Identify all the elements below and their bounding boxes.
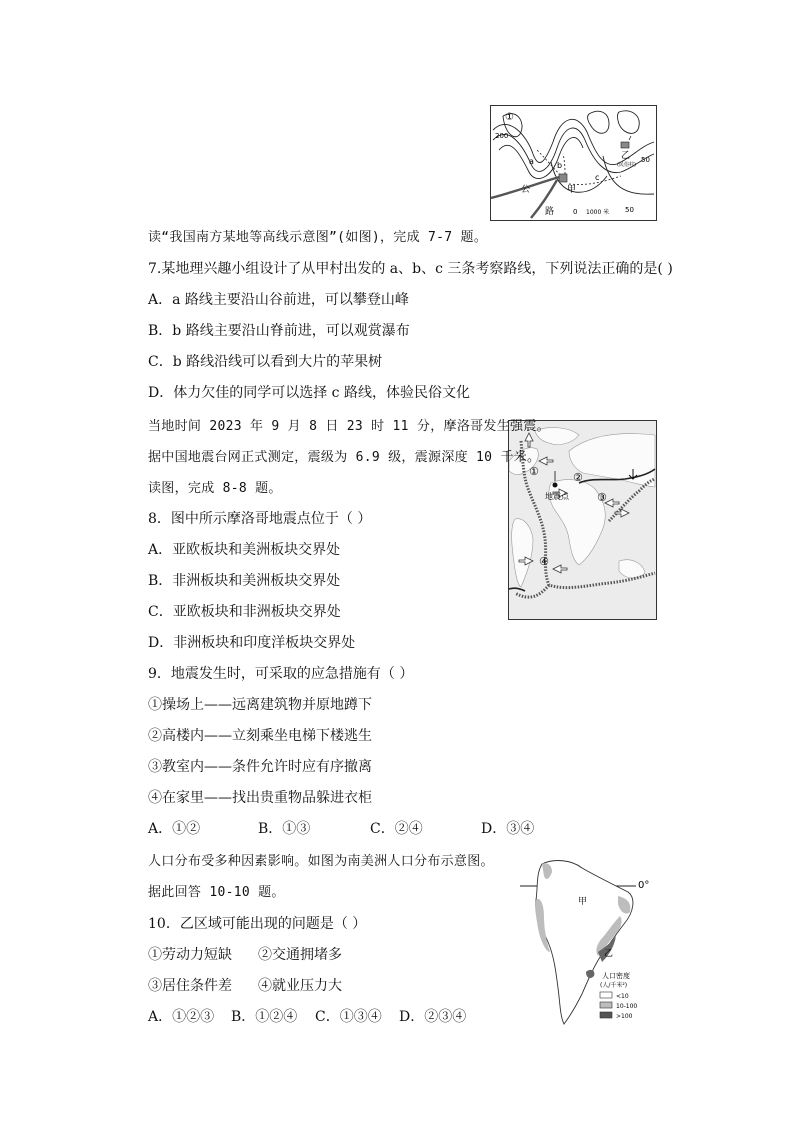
- contour-label-50a: 50: [641, 156, 650, 164]
- legend-unit: (人/千米²): [600, 982, 628, 989]
- contour-map-figure: [490, 105, 657, 221]
- q9-item-3: ③教室内——条件允许时应有序撤离: [148, 759, 372, 775]
- q10-intro-line-1: 人口分布受多种因素影响。如图为南美洲人口分布示意图。: [148, 854, 494, 869]
- legend-title: 人口密度: [602, 972, 630, 980]
- region-label-yi: 乙: [604, 949, 614, 959]
- route-label-a: a: [529, 157, 534, 166]
- q10-item-1: ①劳动力短缺: [148, 947, 232, 963]
- q10-option-c[interactable]: C．①③④: [315, 1009, 382, 1025]
- q9-item-4: ④在家里——找出贵重物品躲进衣柜: [148, 790, 372, 806]
- q8-intro-line-1: 当地时间 2023 年 9 月 8 日 23 时 11 分，摩洛哥发生强震。: [148, 419, 550, 434]
- yi-village-marker: [621, 142, 629, 148]
- route-label-b: b: [557, 161, 563, 170]
- contour-label-1: ①: [505, 112, 514, 123]
- legend-label-low: <10: [616, 993, 629, 1000]
- village-label-yi-note: (民俗村): [617, 162, 636, 168]
- q7-option-d[interactable]: D．体力欠佳的同学可以选择 c 路线，体验民俗文化: [148, 385, 470, 401]
- q10-item-4: ④就业压力大: [258, 978, 342, 994]
- plate-label-2: ②: [573, 471, 583, 484]
- q10-option-b[interactable]: B．①②④: [231, 1009, 298, 1025]
- q8-stem: 8．图中所示摩洛哥地震点位于（ ）: [148, 511, 372, 527]
- plate-label-3: ③: [597, 491, 607, 504]
- legend-swatch-mid: [600, 1002, 612, 1008]
- q9-option-a[interactable]: A．①②: [148, 821, 201, 837]
- q10-options-row: [148, 1008, 466, 1026]
- q9-stem: 9．地震发生时，可采取的应急措施有（ ）: [148, 666, 414, 682]
- q8-option-b[interactable]: B．非洲板块和美洲板块交界处: [148, 573, 341, 589]
- q7-option-a[interactable]: A．a 路线主要沿山谷前进，可以攀登山峰: [148, 292, 409, 308]
- q10-stem: 10．乙区域可能出现的问题是（ ）: [148, 916, 367, 932]
- q10-items-row-2: [148, 977, 342, 995]
- q7-intro: 读“我国南方某地等高线示意图”(如图)，完成 7-7 题。: [148, 230, 488, 245]
- q10-items-row-1: [148, 946, 342, 964]
- q9-options-row: [148, 820, 534, 838]
- q9-option-d[interactable]: D．③④: [481, 821, 535, 837]
- scale-text: 1000 米: [586, 209, 610, 216]
- q10-option-d[interactable]: D．②③④: [399, 1009, 467, 1025]
- plate-label-4: ④: [539, 555, 549, 568]
- plate-label-1: ①: [529, 465, 539, 478]
- q10-intro-line-2: 据此回答 10-10 题。: [148, 885, 285, 900]
- q9-item-1: ①操场上——远离建筑物并原地蹲下: [148, 697, 372, 713]
- legend-label-high: >100: [616, 1013, 633, 1020]
- quake-point-marker: [553, 483, 558, 488]
- q8-option-a[interactable]: A．亚欧板块和美洲板块交界处: [148, 542, 341, 558]
- contour-label-200: 200: [495, 132, 509, 140]
- q9-option-c[interactable]: C．②④: [370, 821, 423, 837]
- road-label-gong: 公: [521, 185, 531, 195]
- q7-option-c[interactable]: C．b 路线沿线可以看到大片的苹果树: [148, 354, 383, 370]
- q9-item-2: ②高楼内——立刻乘坐电梯下楼逃生: [148, 728, 372, 744]
- q7-option-b[interactable]: B．b 路线主要沿山脊前进，可以观赏瀑布: [148, 323, 410, 339]
- legend-swatch-high: [600, 1012, 612, 1018]
- legend-label-mid: 10-100: [616, 1003, 638, 1010]
- jia-village-marker: [559, 174, 567, 182]
- village-label-yi: 乙: [621, 151, 631, 161]
- south-america-svg: [520, 856, 655, 1028]
- quake-point-label: 地震点: [545, 492, 569, 501]
- q9-option-b[interactable]: B．①③: [258, 821, 311, 837]
- equator-label: 0°: [638, 880, 650, 891]
- q10-item-2: ②交通拥堵多: [258, 947, 342, 963]
- q7-stem: 7.某地理兴趣小组设计了从甲村出发的 a、b、c 三条考察路线，下列说法正确的是( ): [148, 261, 673, 277]
- scale-zero: 0: [573, 208, 578, 216]
- q8-intro-line-3: 读图，完成 8-8 题。: [148, 481, 282, 496]
- contour-map-svg: [491, 106, 656, 220]
- q8-option-c[interactable]: C．亚欧板块和非洲板块交界处: [148, 604, 341, 620]
- contour-label-50b: 50: [625, 206, 634, 214]
- q8-option-d[interactable]: D．非洲板块和印度洋板块交界处: [148, 635, 356, 651]
- road-label-lu: 路: [545, 207, 555, 217]
- q8-intro-line-2: 据中国地震台网正式测定，震级为 6.9 级，震源深度 10 千米。: [148, 450, 541, 465]
- village-label-jia: 甲: [567, 185, 577, 195]
- route-label-c: c: [595, 173, 600, 182]
- q10-item-3: ③居住条件差: [148, 978, 232, 994]
- region-label-jia: 甲: [578, 897, 588, 907]
- south-america-figure: [520, 856, 655, 1028]
- q10-option-a[interactable]: A．①②③: [148, 1009, 215, 1025]
- legend-swatch-low: [600, 992, 612, 998]
